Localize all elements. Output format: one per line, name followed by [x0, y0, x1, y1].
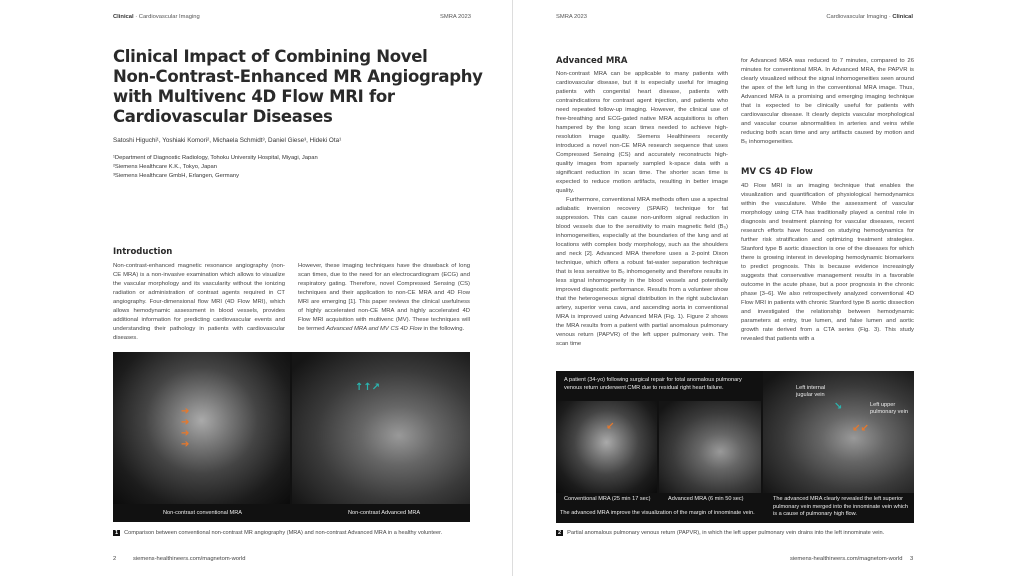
article-title: Clinical Impact of Combining Novel Non-Contrast-Enhanced MR Angiography with Multivenc 4D Flow MRI for Cardiovascular Diseases — [113, 47, 483, 126]
arrow-icon: ➔ ➔ ➔ ➔ — [181, 406, 190, 450]
page-number: 3 — [910, 556, 914, 562]
conventional-mra-image — [556, 401, 657, 493]
label-advanced: Advanced MRA (6 min 50 sec) — [668, 496, 744, 502]
fig1-label-left: Non-contrast conventional MRA — [163, 510, 242, 516]
advanced-mra-heading: Advanced MRA — [556, 56, 628, 66]
fig2-bottom-left: The advanced MRA improve the visualization of the margin of innominate vein. — [560, 510, 755, 516]
footer-url[interactable]: siemens-healthineers.com/magnetom-world — [133, 556, 246, 562]
footer-url[interactable]: siemens-healthineers.com/magnetom-world — [790, 556, 903, 562]
right-page — [512, 0, 1024, 576]
fig1-label-right: Non-contrast Advanced MRA — [348, 510, 421, 516]
running-header: Cardiovascular Imaging · Clinical — [826, 14, 913, 20]
intro-column-2: However, these imaging techniques have the drawback of long scan times, due to the need for an electrocardiogram (ECG) and respiratory gating. Therefore, novel Compressed Sensing (CS) techniques and their application to non-CE MRA and 4D Flow MRI are emerging [1]. This paper reviews the clinical usefulness of highly accelerated non-CE MRA and highly accelerated 4D Flow MRI acquisition with multivenc (MV). These techniques will be termed Advanced MRA and MV CS 4D Flow in the following. — [298, 263, 470, 332]
figure-2-caption: 2 Partial anomalous pulmonary venous return (PAPVR), in which the left upper pulmonary vein drains into the left innominate vein. — [558, 530, 885, 536]
authors: Satoshi Higuchi¹, Yoshiaki Komori², Michaela Schmidt³, Daniel Giese³, Hideki Ota¹ — [113, 137, 342, 144]
label-conventional: Conventional MRA (25 min 17 sec) — [564, 496, 651, 502]
arrow-icon: ↙↙ — [852, 423, 869, 434]
journal-label: SMRA 2023 — [440, 14, 471, 20]
label-jugular: Left internal jugular vein — [796, 385, 826, 398]
conventional-mra-image — [113, 352, 290, 504]
advanced-mra-image — [292, 352, 470, 504]
intro-heading: Introduction — [113, 247, 173, 257]
figure-1 — [113, 352, 470, 522]
column-2-flow: 4D Flow MRI is an imaging technique that enables the visualization and quantification of physiological hemodynamics within the vasculature. While the assessment of vascular morphology using CTA has traditionally played a central role in diagnosis and treatment planning for vascular diseases, recent research efforts have focused on studying hemodynamics for further risk stratification and optimizing treatment strategies. Stanford type B aortic dissection is one of the diseases for which there is growing interest in developing hemodynamic biomarkers to predict prognosis. This is because evidence increasingly suggests that conservative management results in a favorable outcome in the acute phase, but a poor prognosis in the chronic phase [3–6]. We also retrospectively analyzed conventional 4D Flow MRI in patients with chronic Stanford type B aortic dissection and investigated the relationship between hemodynamic parameters at entry, true lumen, and false lumen and aortic growth rate derived from a CTA series (Fig. 3). This study revealed that patients with a — [741, 183, 914, 342]
arrow-icon: ↘ — [834, 401, 843, 412]
advanced-mra-image — [659, 401, 761, 493]
figure-2 — [556, 371, 914, 523]
intro-column-1: Non-contrast-enhanced magnetic resonance angiography (non-CE MRA) is a non-invasive examination which allows to visualize the vascular morphology and its vascularity without the ionizing radiation or administration of contrast agents required in CT angiography. Four-dimensional flow MRI (4D Flow MRI), which allows hemodynamic assessment in blood vessels, provides additional information for predicting cardiovascular events and understanding their pathology in patients with cardiovascular diseases. — [113, 263, 285, 341]
label-pulmonary: Left upper pulmonary vein — [870, 402, 908, 415]
column-2: for Advanced MRA was reduced to 7 minutes, compared to 26 minutes for conventional MRA. In Advanced MRA, the PAPVR is clearly visualized without the signal inhomogeneities seen around the apex of the left lung in the conventional MRA image. Thus, Advanced MRA is a promising and emerging imaging technique that is expected to be clinically useful for patients with cardiovascular disease. It clearly depicts vascular morphological and vascular course abnormalities in arteries and veins while reducing both scan time and any artifacts caused by motion and B₀ inhomogeneities. — [741, 58, 914, 145]
figure-1-caption: 1 Comparison between conventional non-contrast MR angiography (MRA) and non-contrast Advanced MRA in a healthy volunteer. — [115, 530, 443, 536]
mv-cs-4d-flow-heading: MV CS 4D Flow — [741, 167, 813, 177]
page-number: 2 — [113, 556, 117, 562]
affiliations: ¹Department of Diagnostic Radiology, Tohoku University Hospital, Miyagi, Japan ²Siemens Healthcare K.K., Tokyo, Japan ³Siemens Healthcare GmbH, Erlangen, Germany — [113, 155, 318, 179]
column-1: Non-contrast MRA can be applicable to many patients with cardiovascular disease, but it is especially useful for imaging patients with congenital heart disease, patients with contraindications for contrast agent injection, and patients who need repeated follow-up imaging. However, the clinical use of free-breathing and ECG-gated native MRA acquisitions is often hampered by the long scan times needed to achieve high-resolution image quality. Siemens Healthineers recently introduced a novel non-CE MRA research sequence that uses Compressed Sensing (CS) and accurately reconstructs high-quality images from sparsely sampled k-space data with a significant reduction in scan time. The shorter scan time is expected to reduce motion artifacts, resulting in better image quality. Furthermore, conventional MRA methods often use a spectral adiabatic inversion recovery (SPAIR) technique for fat suppression. This can cause non-uniform signal reduction in blood vessels due to the sensitivity to main magnetic field (B₀) inhomogeneities, especially at the boundaries of the lung and at locations with complex body morphology, such as the shoulders and neck [2]. Advanced MRA therefore uses a 2-point Dixon technique, which offers a robust fat-water separation technique that is less sensitive to B₀ inhomogeneity and therefore results in less signal inhomogeneity in the blood vessels and potentially improved diagnostic performance. Results from a volunteer show that the heterogeneous signal distribution in the right subclavian artery, superior vena cava, and ascending aorta in conventional MRA is improved using Advanced MRA (Fig. 1). Figure 2 shows the MRA results from a patient with partial anomalous pulmonary venous return (PAPVR) of the left upper pulmonary vein. The scan time — [556, 71, 728, 347]
fig2-top-text: A patient (34-yo) following surgical repair for total anomalous pulmonary venous return underwent CMR due to residual right heart failure. — [564, 377, 742, 391]
advanced-mra-detail-image — [763, 371, 914, 493]
fig2-bottom-right: The advanced MRA clearly revealed the left superior pulmonary vein merged into the innominate vein which is a cause of pulmonary high flow. — [773, 496, 908, 517]
running-header: Clinical · Cardiovascular Imaging — [113, 14, 200, 20]
journal-label: SMRA 2023 — [556, 14, 587, 20]
arrow-icon: ↑↑↗ — [355, 382, 381, 393]
arrow-icon: ↙ — [606, 421, 615, 432]
